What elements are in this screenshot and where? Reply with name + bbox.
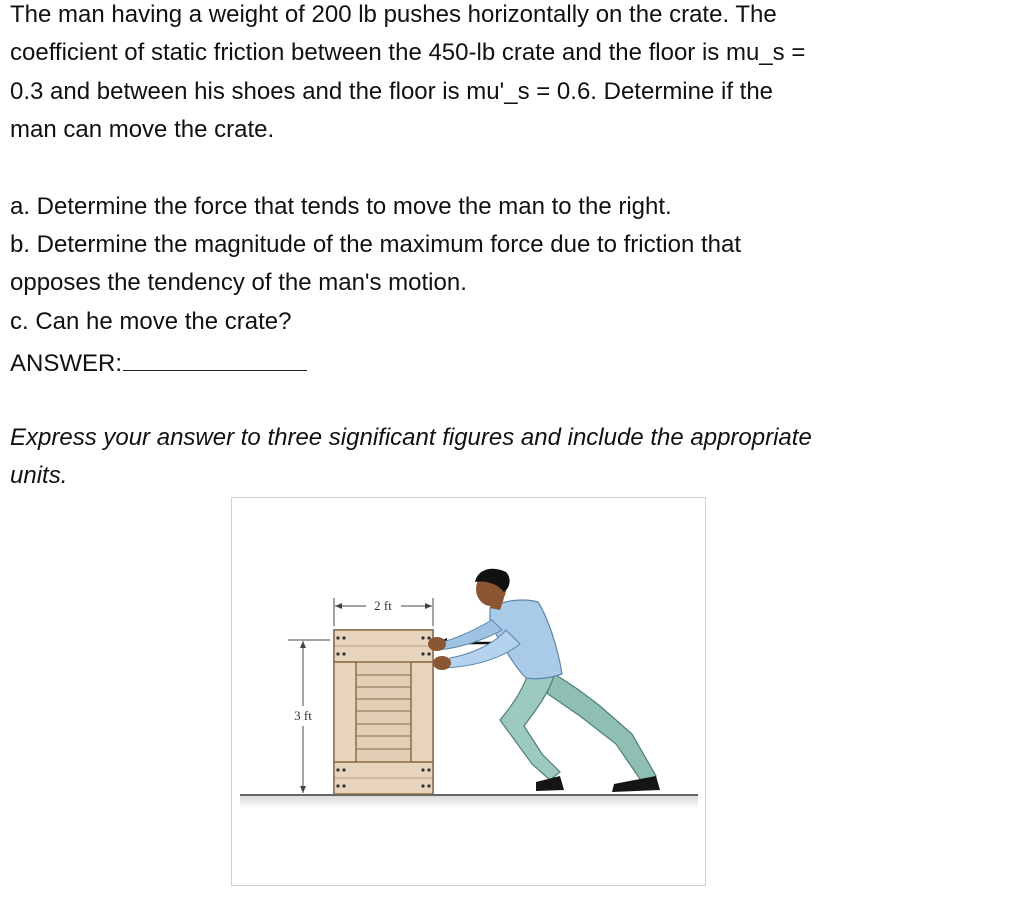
question-a: a. Determine the force that tends to move the man to the right. [10,193,672,220]
height-dimension [288,640,330,793]
man [428,569,660,792]
problem-line-4: man can move the crate. [10,116,275,143]
problem-figure [231,497,706,886]
question-b-line-2: opposes the tendency of the man's motion. [10,269,467,296]
figure-drawing [232,498,705,885]
problem-line-3: 0.3 and between his shoes and the floor is mu'_s = 0.6. Determine if the [10,78,774,105]
question-b-line-1: b. Determine the magnitude of the maximum force due to friction that [10,231,742,258]
width-dimension [334,598,433,626]
answer-label: ANSWER: [10,350,123,377]
instruction-line-2: units. [10,462,68,489]
problem-line-1: The man having a weight of 200 lb pushes horizontally on the crate. The [10,1,777,28]
answer-blank[interactable] [123,346,307,371]
width-label: 2 ft [374,598,392,613]
problem-line-2: coefficient of static friction between the 450-lb crate and the floor is mu_s = [10,39,806,66]
floor-shading [240,795,698,809]
height-label: 3 ft [294,708,312,723]
answer-row [10,346,307,378]
question-c: c. Can he move the crate? [10,308,292,335]
crate [334,630,433,794]
instruction-line-1: Express your answer to three significant figures and include the appropriate [10,424,812,451]
